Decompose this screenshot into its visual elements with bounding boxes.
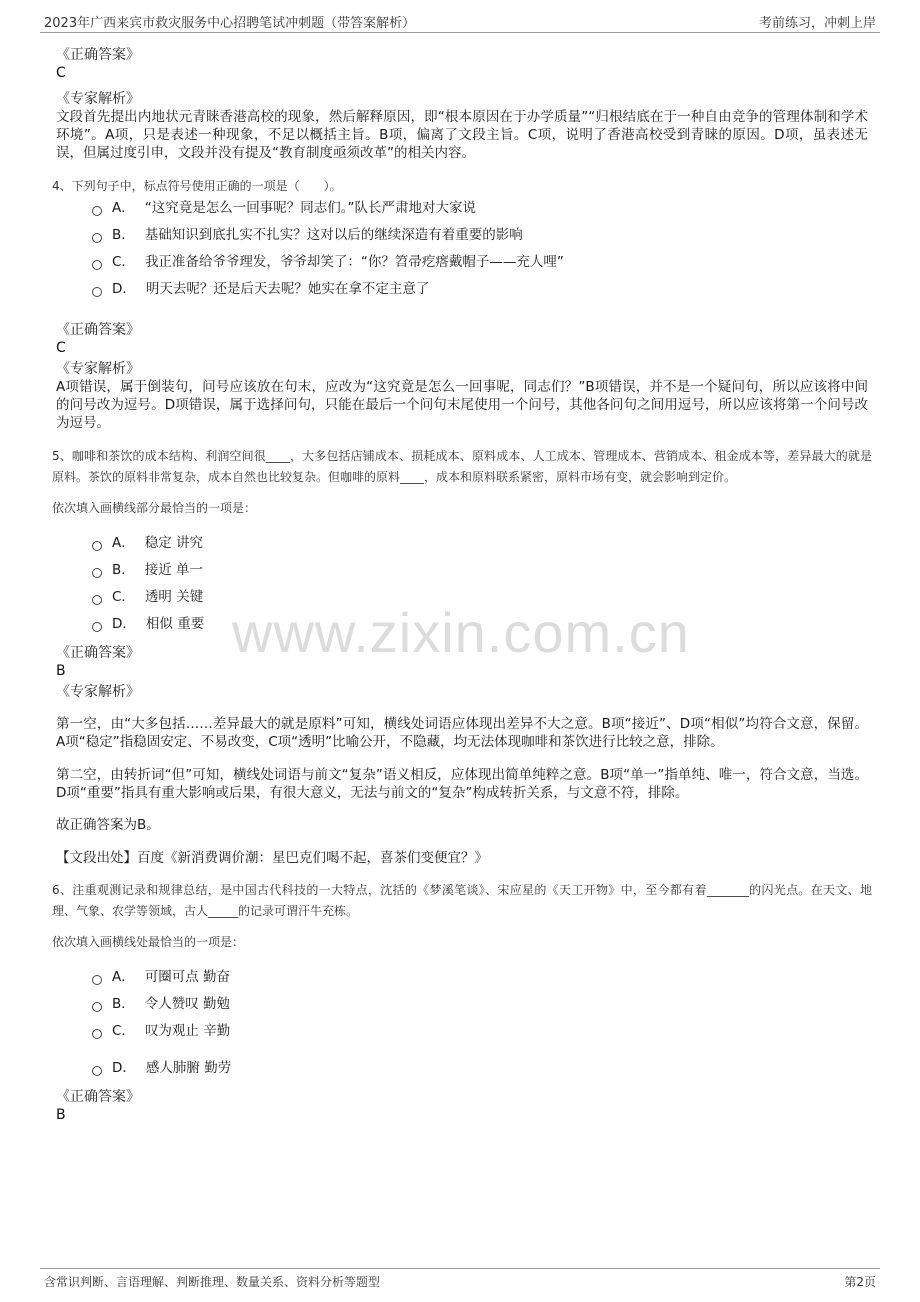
option-d[interactable] xyxy=(92,613,204,635)
option-text: 可圈可点 勤奋 xyxy=(144,969,231,985)
watermark: www.zixin.com.cn xyxy=(232,601,690,664)
option-c[interactable] xyxy=(92,251,564,273)
radio-icon[interactable] xyxy=(92,595,102,605)
option-letter: C． xyxy=(112,1023,135,1039)
expert-analysis-label: 《专家解析》 xyxy=(56,361,140,377)
option-text: 透明 关键 xyxy=(144,589,204,605)
correct-answer-label: 《正确答案》 xyxy=(56,47,140,63)
option-b[interactable] xyxy=(92,559,203,581)
header-slogan: 考前练习，冲刺上岸 xyxy=(758,16,876,31)
expert-analysis-label: 《专家解析》 xyxy=(56,91,140,107)
page-number: 第2页 xyxy=(844,1275,876,1289)
expert-analysis-paragraph-1: 第一空，由“大多包括……差异最大的就是原料”可知，横线处词语应体现出差异不大之意。B项“接近”、D项“相似”均符合文意，保留。A项“稳定”指稳固安定、不易改变，C项“透明”比喻公开，不隐藏，均无法体现咖啡和茶饮进行比较之意，排除。 xyxy=(56,716,868,750)
option-letter: C． xyxy=(112,254,135,270)
document-title: 2023年广西来宾市救灾服务中心招聘笔试冲刺题（带答案解析） xyxy=(44,16,416,31)
option-text: 感人肺腑 勤劳 xyxy=(145,1060,232,1076)
option-text: 稳定 讲究 xyxy=(144,535,204,551)
option-text: “这究竟是怎么一回事呢？同志们。”队长严肃地对大家说 xyxy=(144,200,476,216)
expert-analysis-text: 文段首先提出内地状元青睐香港高校的现象，然后解释原因，即“根本原因在于办学质量”“归根结底在于一种自由竞争的管理体制和学术环境”。A项，只是表述一种现象，不足以概括主旨。B项，偏离了文段主旨。C项，说明了香港高校受到青睐的原因。D项，虽表述无误，但属过度引申，文段并没有提及“教育制度亟须改革”的相关内容。 xyxy=(56,109,868,161)
option-letter: D． xyxy=(112,281,136,297)
radio-icon[interactable] xyxy=(92,975,102,985)
option-text: 接近 单一 xyxy=(144,562,204,578)
question-prompt: 依次填入画横线处最恰当的一项是： xyxy=(52,935,245,949)
radio-icon[interactable] xyxy=(92,1066,102,1076)
option-letter: B． xyxy=(112,227,135,243)
option-d[interactable] xyxy=(92,278,429,300)
correct-answer-value: B xyxy=(56,1107,66,1123)
radio-icon[interactable] xyxy=(92,541,102,551)
question-stem: 6、注重观测记录和规律总结，是中国古代科技的一大特点，沈括的《梦溪笔谈》、宋应星的《天工开物》中，至今都有着_______的闪光点。在天文、地理、气象、农学等领域，古人_____的记录可谓汗牛充栋。 xyxy=(52,883,872,918)
expert-analysis-text: A项错误，属于倒装句，问号应该放在句末，应改为“这究竟是怎么一回事呢，同志们？”B项错误，并不是一个疑问句，所以应该将中间的问号改为逗号。D项错误，属于选择问句，只能在最后一个问句末尾使用一个问号，其他各问句之间用逗号，所以应该将第一个问号改为逗号。 xyxy=(56,379,868,431)
option-letter: D． xyxy=(112,1060,136,1076)
option-a[interactable] xyxy=(92,197,476,219)
option-c[interactable] xyxy=(92,586,203,608)
footer-text: 含常识判断、言语理解、判断推理、数量关系、资料分析等题型 xyxy=(44,1275,381,1289)
option-letter: A． xyxy=(112,200,135,216)
answer-conclusion: 故正确答案为B。 xyxy=(56,817,160,833)
correct-answer-label: 《正确答案》 xyxy=(56,322,140,338)
source-citation: 【文段出处】百度《新消费调价潮：星巴克们喝不起，喜茶们变便宜？》 xyxy=(56,850,488,866)
radio-icon[interactable] xyxy=(92,233,102,243)
option-letter: A． xyxy=(112,969,135,985)
option-c[interactable] xyxy=(92,1020,230,1042)
radio-icon[interactable] xyxy=(92,1002,102,1012)
question-stem: 4、下列句子中，标点符号使用正确的一项是（ ）。 xyxy=(52,179,342,193)
option-a[interactable] xyxy=(92,966,230,988)
option-b[interactable] xyxy=(92,993,230,1015)
correct-answer-value: C xyxy=(56,65,66,81)
option-text: 令人赞叹 勤勉 xyxy=(144,996,231,1012)
option-text: 我正准备给爷爷理发，爷爷却笑了：“你？笤帚疙瘩戴帽子——充人哩” xyxy=(144,254,564,270)
radio-icon[interactable] xyxy=(92,287,102,297)
radio-icon[interactable] xyxy=(92,622,102,632)
page-header xyxy=(40,10,880,33)
option-letter: A． xyxy=(112,535,135,551)
expert-analysis-paragraph-2: 第二空，由转折词“但”可知，横线处词语与前文“复杂”语义相反，应体现出简单纯粹之意。B项“单一”指单纯、唯一，符合文意，当选。D项“重要”指具有重大影响或后果，有很大意义，无法与前文的“复杂”构成转折关系，与文意不符，排除。 xyxy=(56,767,868,801)
option-d[interactable] xyxy=(92,1057,231,1079)
option-text: 基础知识到底扎实不扎实？这对以后的继续深造有着重要的影响 xyxy=(144,227,523,243)
option-a[interactable] xyxy=(92,532,203,554)
option-b[interactable] xyxy=(92,224,523,246)
radio-icon[interactable] xyxy=(92,260,102,270)
radio-icon[interactable] xyxy=(92,206,102,216)
question-prompt: 依次填入画横线部分最恰当的一项是： xyxy=(52,501,257,515)
page-footer xyxy=(40,1268,880,1293)
correct-answer-value: C xyxy=(56,340,66,356)
option-letter: D． xyxy=(112,616,136,632)
correct-answer-value: B xyxy=(56,663,66,679)
correct-answer-label: 《正确答案》 xyxy=(56,1089,140,1105)
option-text: 叹为观止 辛勤 xyxy=(144,1023,231,1039)
option-text: 相似 重要 xyxy=(145,616,205,632)
radio-icon[interactable] xyxy=(92,568,102,578)
radio-icon[interactable] xyxy=(92,1029,102,1039)
expert-analysis-label: 《专家解析》 xyxy=(56,684,140,700)
option-text: 明天去呢？还是后天去呢？她实在拿不定主意了 xyxy=(145,281,430,297)
question-stem: 5、咖啡和茶饮的成本结构、利润空间很____，大多包括店铺成本、损耗成本、原料成本、人工成本、管理成本、营销成本、租金成本等，差异最大的就是原料。茶饮的原料非常复杂，成本自然也比较复杂。但咖啡的原料____，成本和原料联系紧密，原料市场有变，就会影响到定价。 xyxy=(52,449,872,484)
option-letter: B． xyxy=(112,996,135,1012)
correct-answer-label: 《正确答案》 xyxy=(56,645,140,661)
option-letter: B． xyxy=(112,562,135,578)
option-letter: C． xyxy=(112,589,135,605)
